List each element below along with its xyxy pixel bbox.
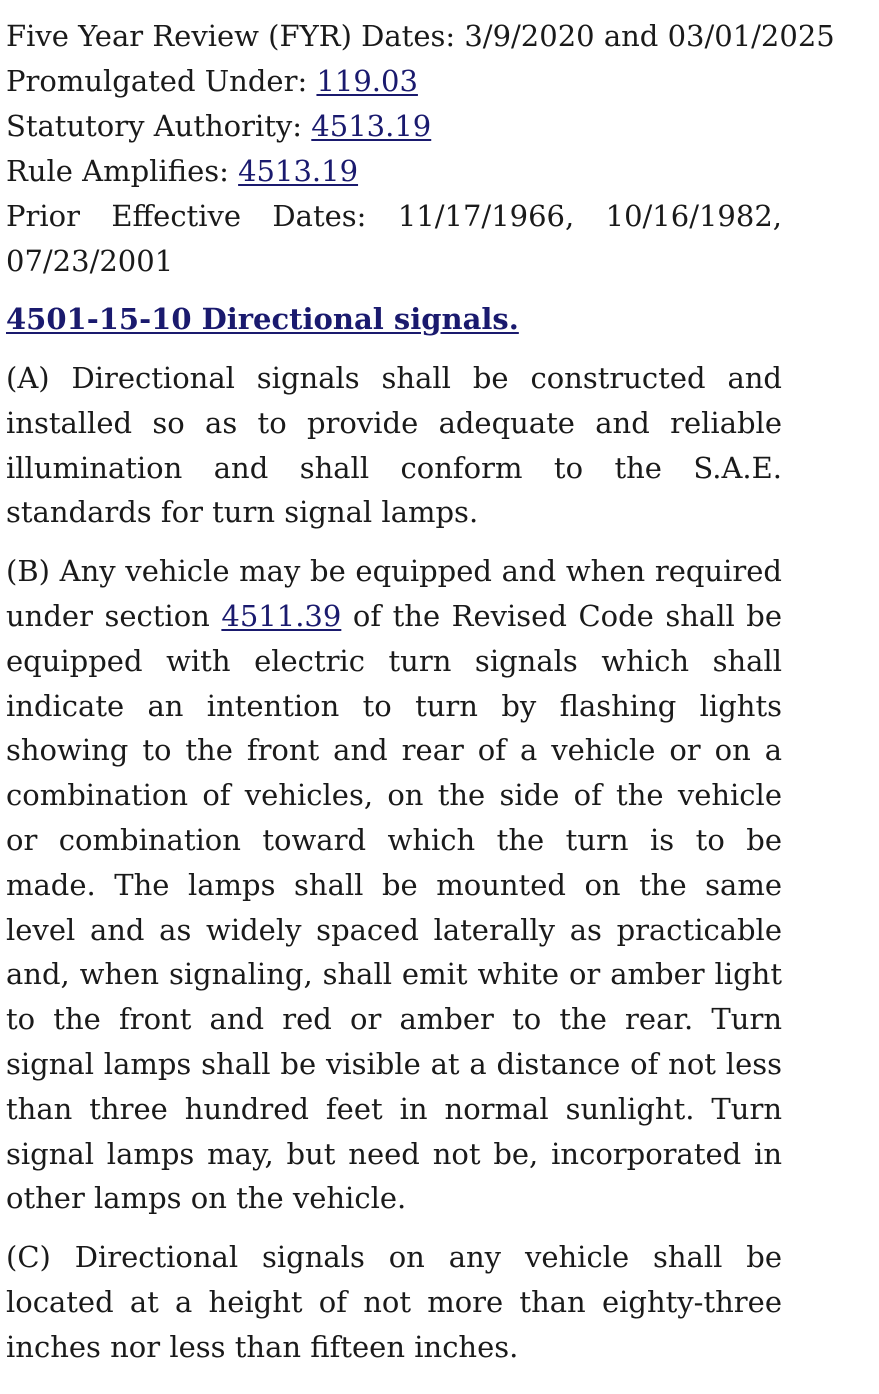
- rule-title-link[interactable]: 4501-15-10 Directional signals.: [6, 302, 519, 336]
- revised-code-section-link[interactable]: 4511.39: [221, 598, 342, 633]
- rule-title-heading: [6, 297, 782, 342]
- paragraph-b-text-before: (B) Any vehicle may be equipped and when required under section: [6, 554, 782, 633]
- prior-label: Prior Effective Dates:: [6, 199, 367, 233]
- promulgated-under-link[interactable]: 119.03: [316, 64, 418, 98]
- prior-value: 11/17/1966, 10/16/1982, 07/23/2001: [6, 199, 782, 278]
- promulgated-label: Promulgated Under:: [6, 64, 308, 98]
- statutory-authority-link[interactable]: 4513.19: [311, 109, 432, 143]
- paragraph-b-text-after: of the Revised Code shall be equipped with electric turn signals which shall indicate an intention to turn by flashing lights showing to the front and rear of a vehicle or on a combination of vehicles, on the side of the vehicle or combination toward which the turn is to be made. The lamps shall be mounted on the same level and as widely spaced laterally as practicable and, when signaling, shall emit white or amber light to the front and red or amber to the rear. Turn signal lamps shall be visible at a distance of not less than three hundred feet in normal sunlight. Turn signal lamps may, but need not be, incorporated in other lamps on the vehicle.: [6, 598, 783, 1216]
- paragraph-b: [6, 549, 782, 1221]
- rule-document: [6, 14, 835, 1370]
- prior-effective-dates-line: [6, 194, 782, 284]
- statutory-authority-line: [6, 104, 782, 149]
- promulgated-under-line: [6, 59, 782, 104]
- paragraph-c: (C) Directional signals on any vehicle shall be located at a height of not more than eighty-three inches nor less than fifteen inches.: [6, 1240, 782, 1364]
- statutory-label: Statutory Authority:: [6, 109, 303, 143]
- fyr-label: Five Year Review (FYR) Dates:: [6, 19, 456, 53]
- fyr-value: 3/9/2020 and 03/01/2025: [464, 19, 835, 53]
- fyr-dates-line: [6, 14, 835, 59]
- paragraph-a: (A) Directional signals shall be constructed and installed so as to provide adequate and reliable illumination and shall conform to the S.A.E. standards for turn signal lamps.: [6, 361, 782, 530]
- amplifies-label: Rule Amplifies:: [6, 154, 229, 188]
- rule-amplifies-line: [6, 149, 782, 194]
- rule-amplifies-link[interactable]: 4513.19: [238, 154, 359, 188]
